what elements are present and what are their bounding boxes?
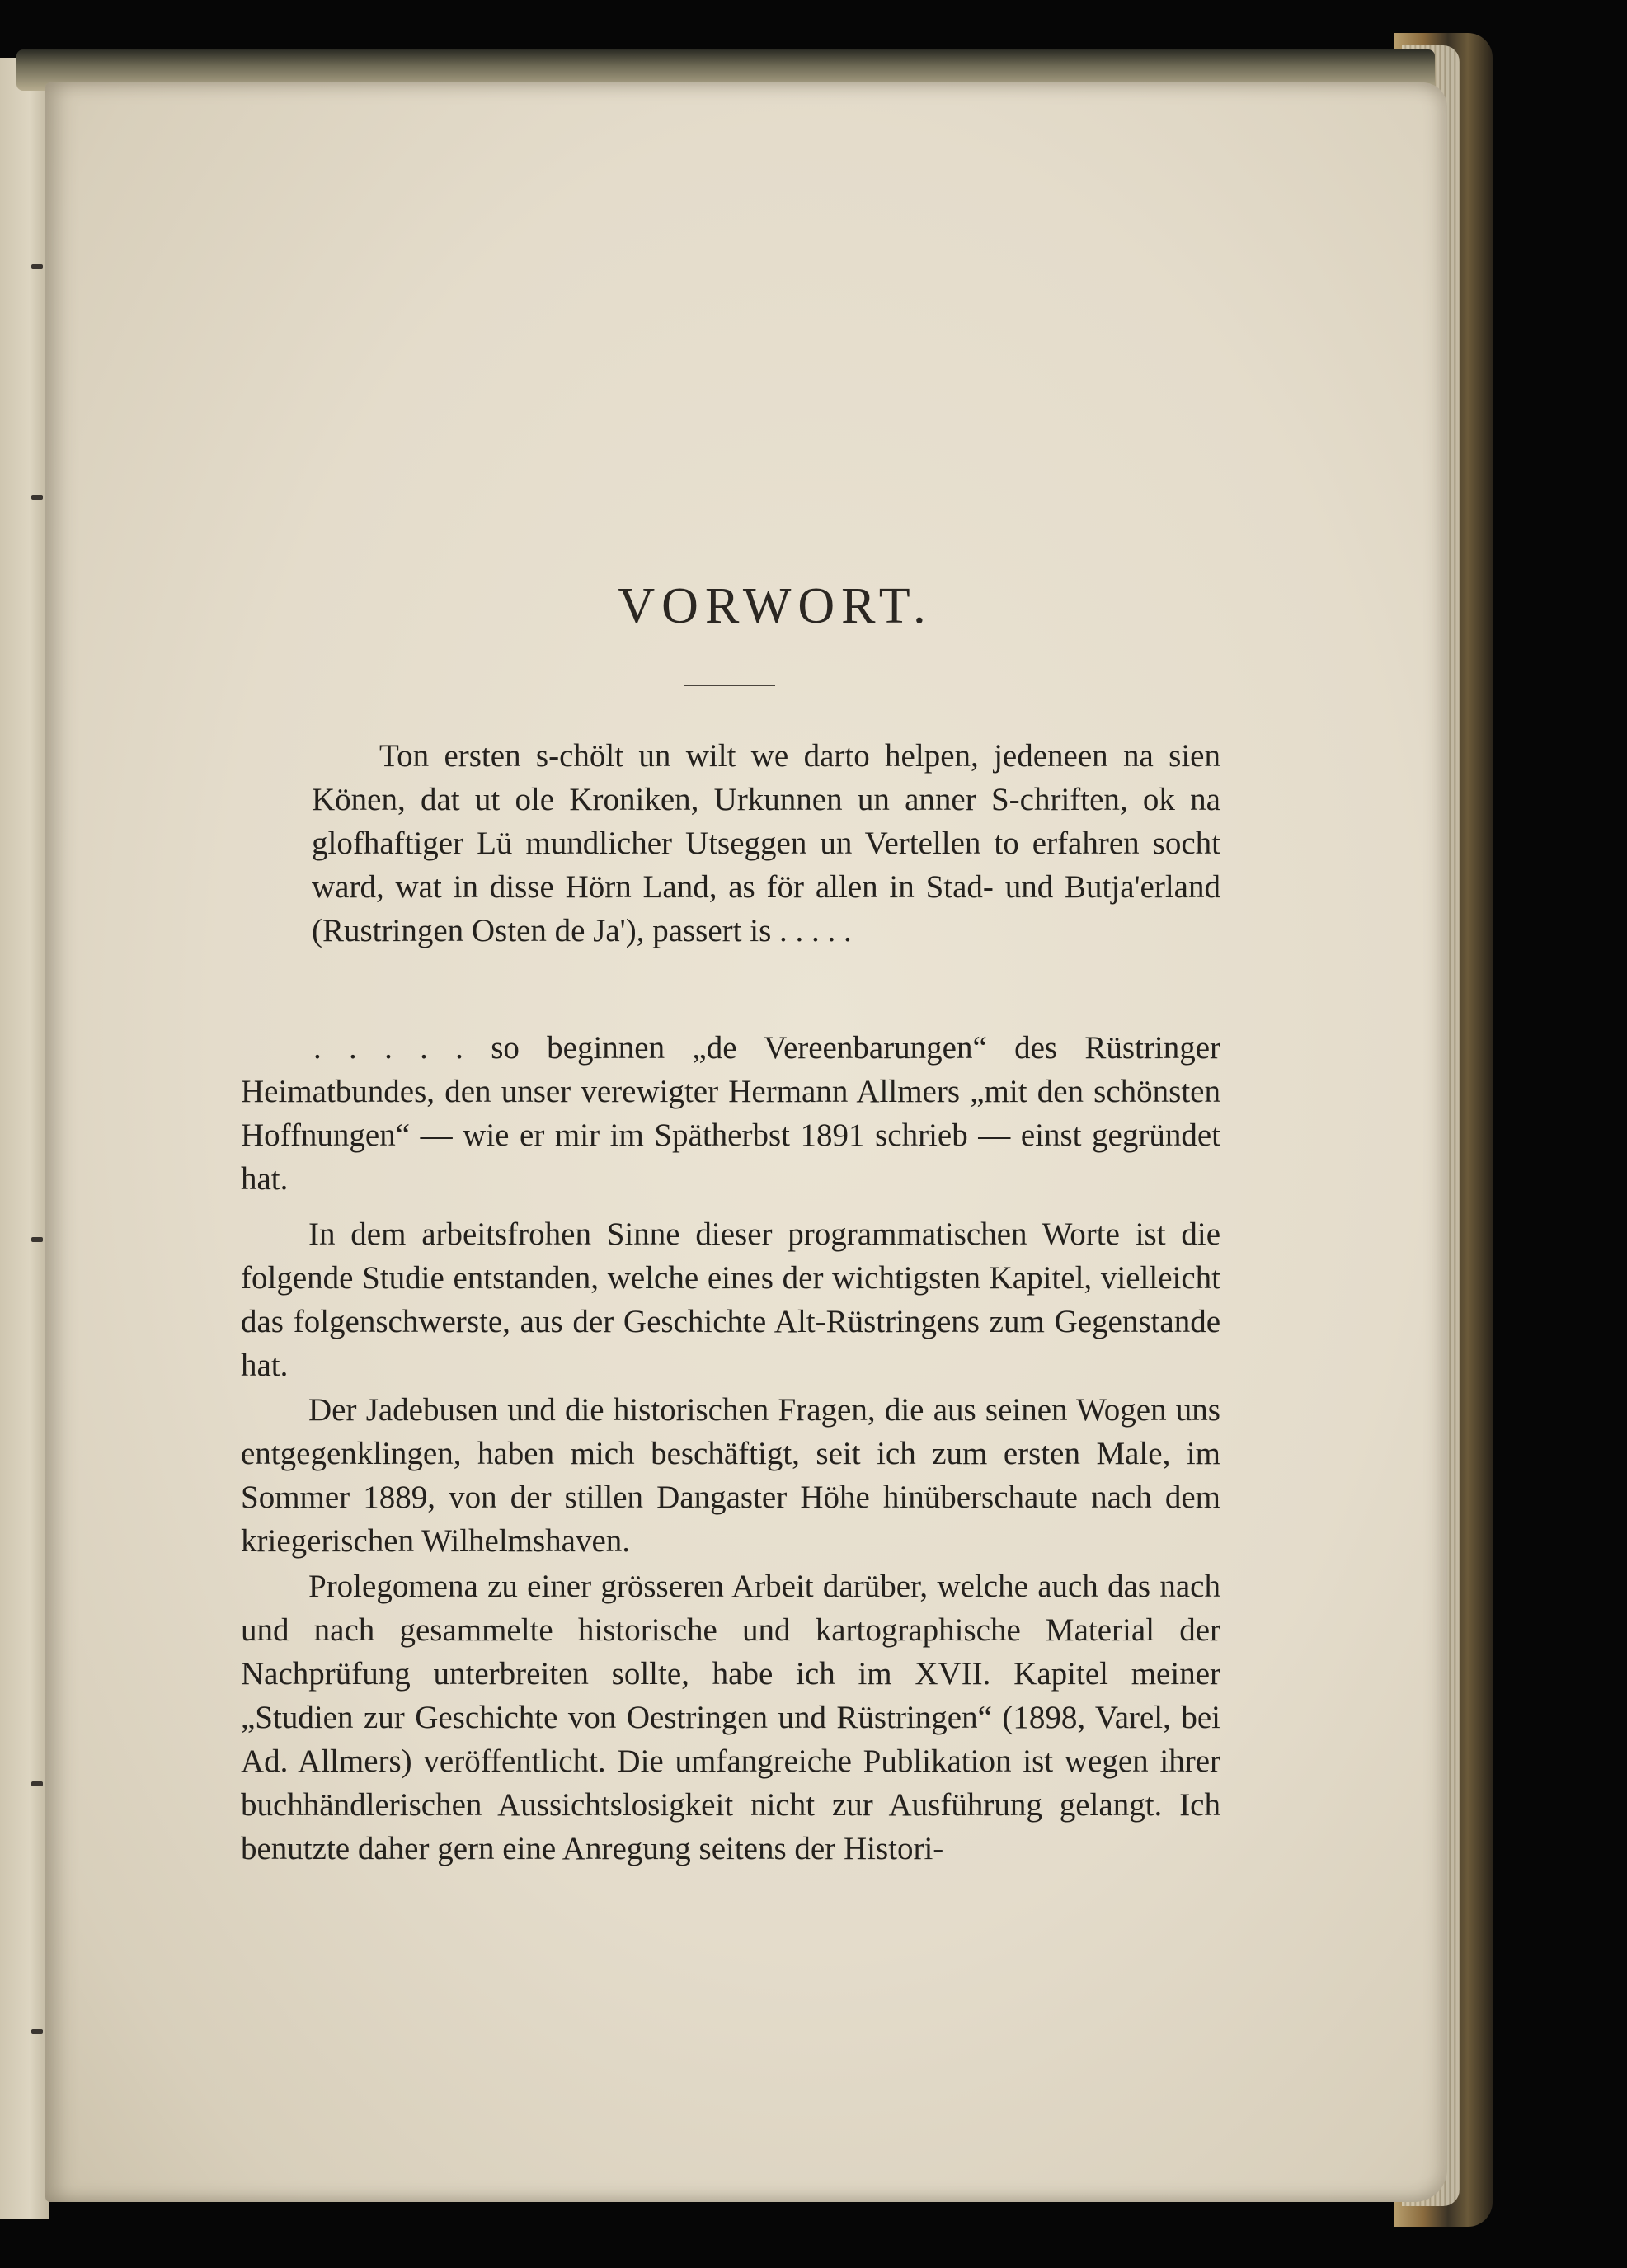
- body-paragraph: Prolegomena zu einer grösseren Arbeit darüber, welche auch das nach und nach gesammelte historische und kartographische Material der Nachprüfung unterbreiten sollte, habe ich im XVII. Kapitel meiner „Studien zur Geschichte von Oestringen und Rüstringen“ (1898, Varel, bei Ad. Allmers) veröffentlicht. Die umfangreiche Publikation ist wegen ihrer buchhändlerischen Aussichtslosigkeit nicht zur Ausführung gelangt. Ich benutzte daher gern eine Anregung seitens der Histori-: [241, 1569, 1220, 1866]
- body-paragraph: . . . . . so beginnen „de Vereenbarungen“ des Rüstringer Heimatbundes, den unser verewigter Hermann Allmers „mit den schönsten Hoffnungen“ — wie er mir im Spätherbst 1891 schrieb — einst gegründet hat.: [241, 1030, 1220, 1197]
- quoted-statute-paragraph: Ton ersten s-chölt un wilt we darto helpen, jedeneen na sien Könen, dat ut ole Kroniken, Urkunnen un anner S-chriften, ok na glofhaftiger Lü mundlicher Utseggen un Vertellen to erfahren socht ward, wat in disse Hörn Land, as för allen in Stad- und Butja'erland (Rustringen Osten de Ja'), passert is . . . . .: [312, 738, 1220, 948]
- facing-page-sliver: [0, 58, 49, 2219]
- binding-thread-mark: [31, 495, 43, 500]
- binding-thread-mark: [31, 2029, 43, 2034]
- chapter-heading: VORWORT.: [618, 578, 933, 634]
- binding-thread-mark: [31, 264, 43, 269]
- binding-thread-mark: [31, 1237, 43, 1242]
- heading-rule: [684, 685, 775, 686]
- body-paragraph: In dem arbeitsfrohen Sinne dieser programmatischen Worte ist die folgende Studie entstanden, welche eines der wichtigsten Kapitel, vielleicht das folgenschwerste, aus der Geschichte Alt-Rüstringens zum Gegenstande hat.: [241, 1216, 1220, 1383]
- binding-thread-mark: [31, 1781, 43, 1786]
- body-paragraph: Der Jadebusen und die historischen Fragen, die aus seinen Wogen uns entgegenklingen, haben mich beschäftigt, seit ich zum ersten Male, im Sommer 1889, von der stillen Dangaster Höhe hinüberschaute nach dem kriegerischen Wilhelmshaven.: [241, 1392, 1220, 1559]
